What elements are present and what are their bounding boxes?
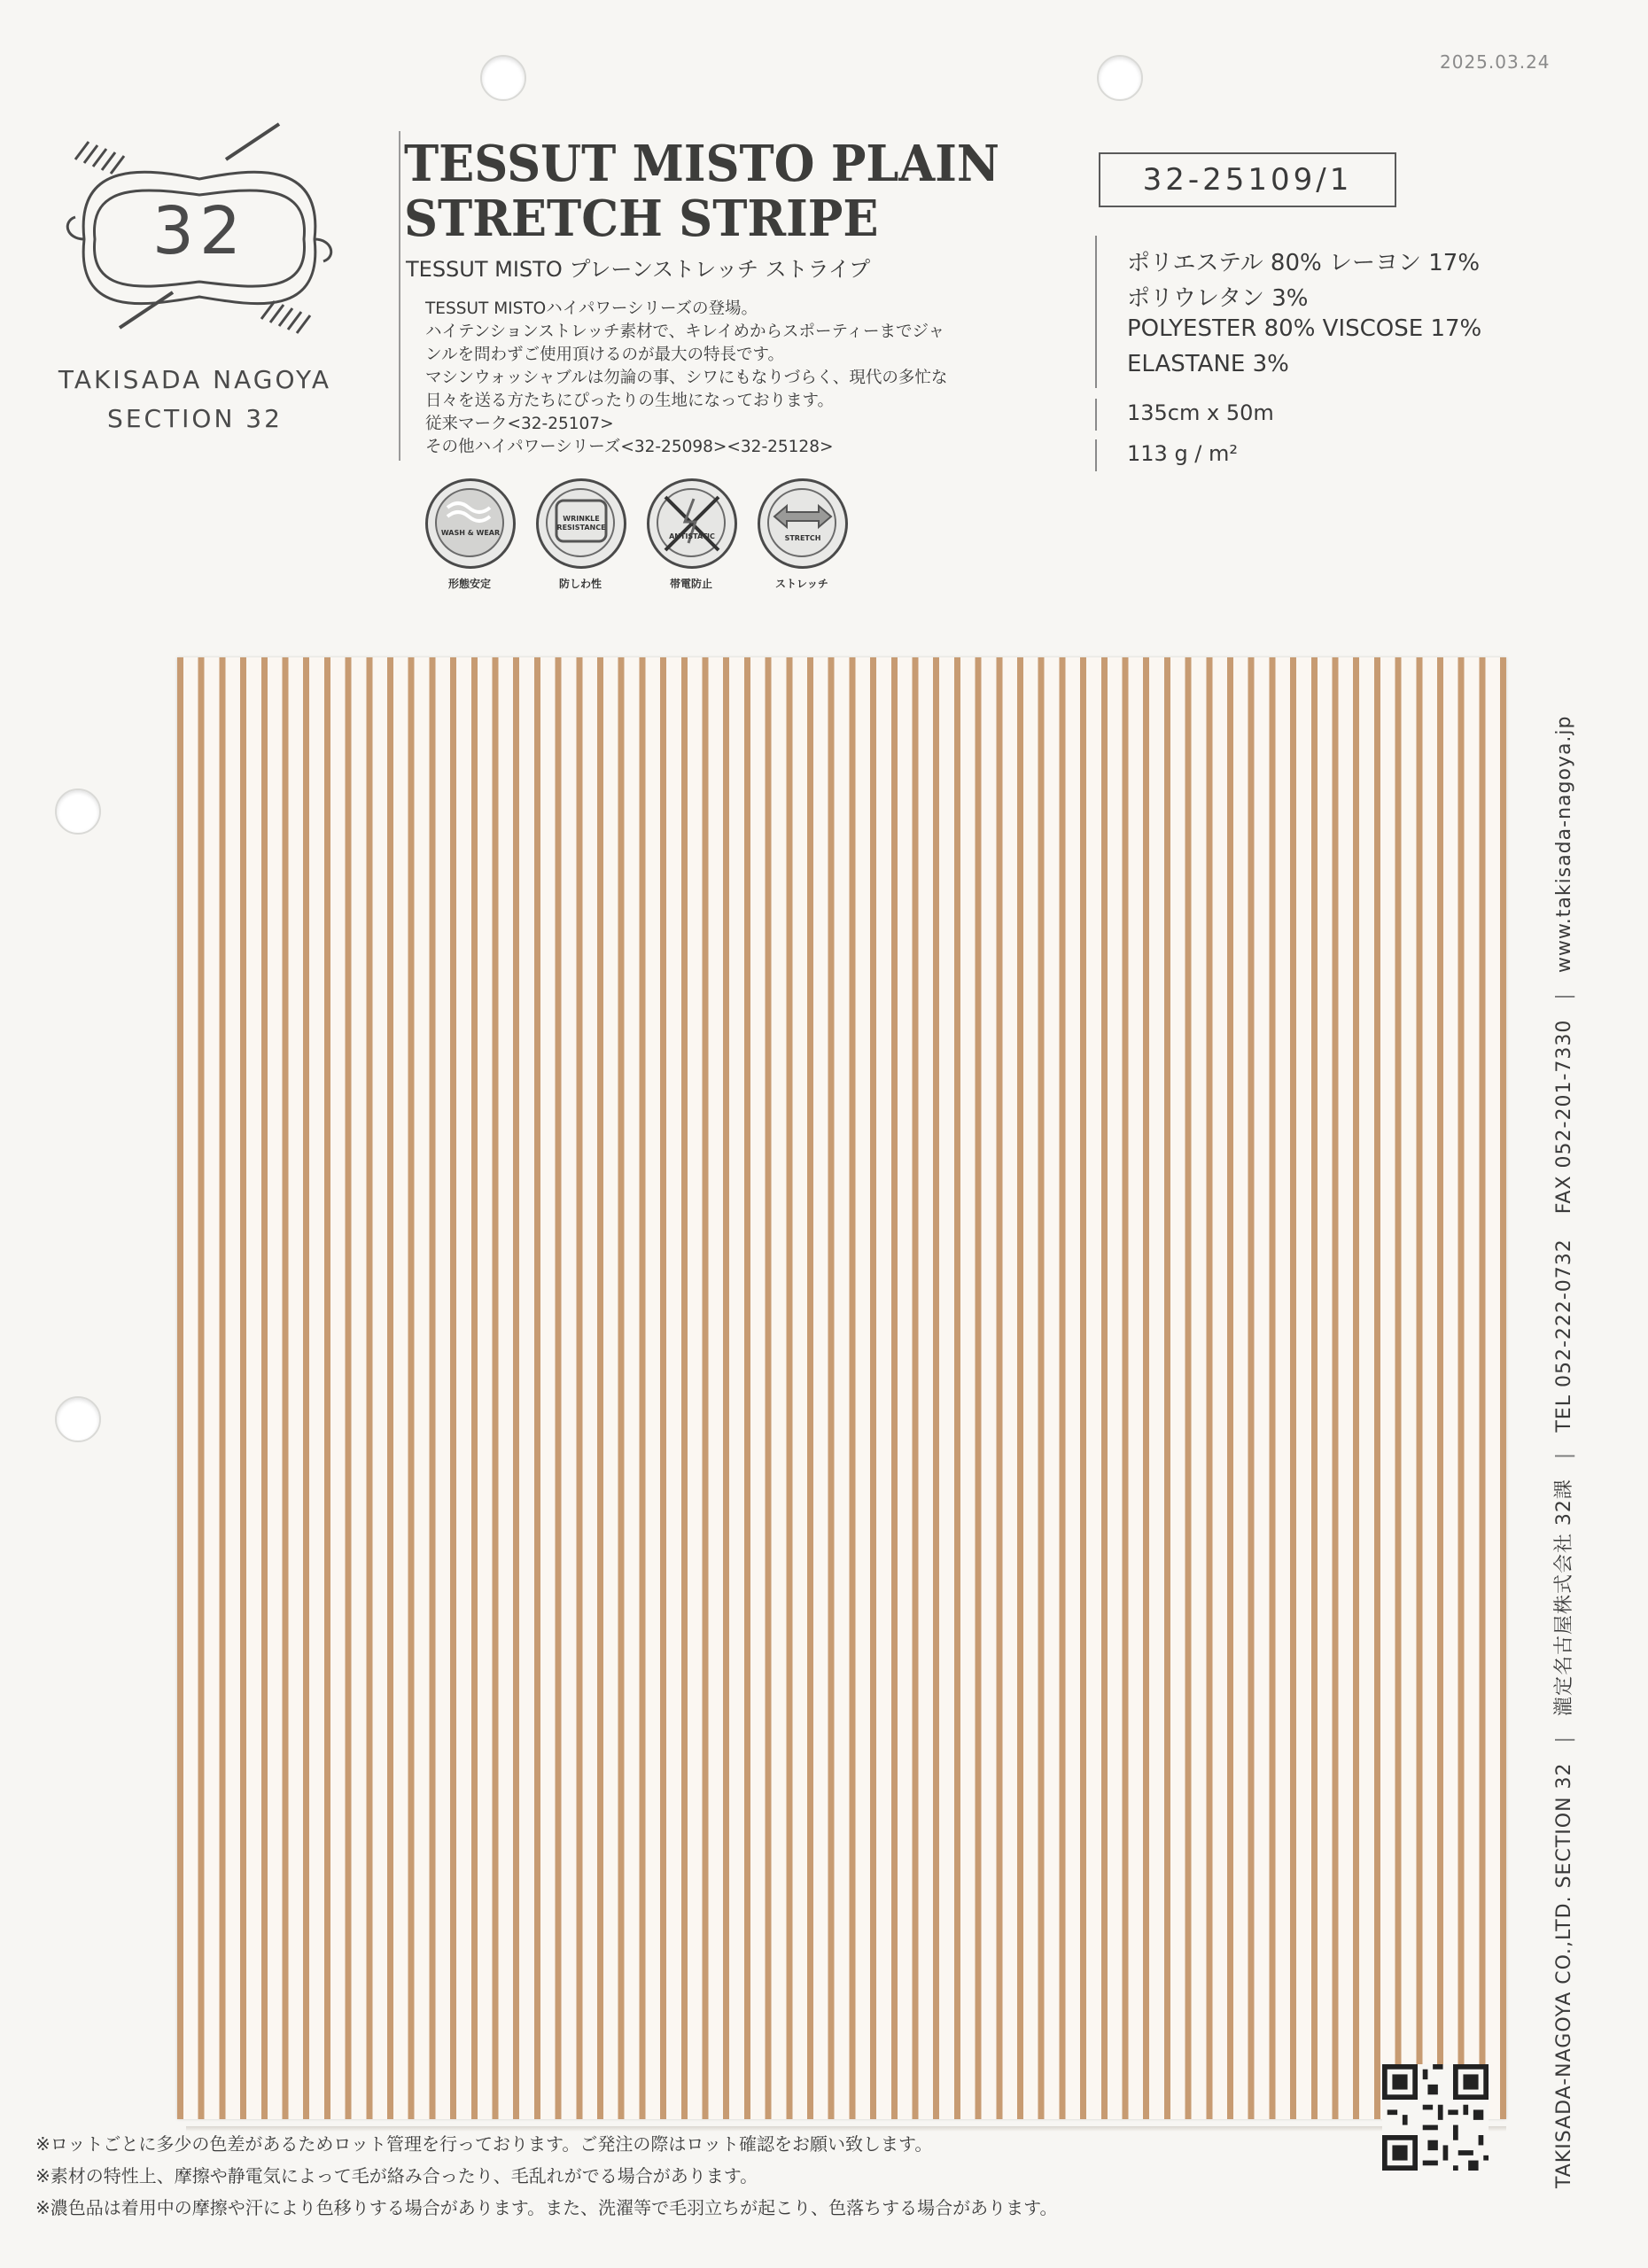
feature-label: ストレッチ: [775, 578, 828, 590]
punch-hole: [480, 55, 526, 101]
website-url[interactable]: www.takisada-nagoya.jp: [1553, 715, 1575, 974]
composition-en-line1: POLYESTER 80% VISCOSE 17%: [1127, 315, 1482, 342]
section-32-logo: [49, 106, 350, 363]
feature-wrinkle-resistance: [536, 478, 625, 591]
feature-antistatic: [647, 478, 735, 591]
antistatic-icon: [647, 478, 737, 569]
composition-en-line2: ELASTANE 3%: [1127, 351, 1289, 377]
description-line: マシンウォッシャブルは勿論の事、シワにもなりづらく、現代の多忙な: [425, 369, 948, 387]
stretch-icon: [758, 478, 848, 569]
punch-hole: [1097, 55, 1143, 101]
company-name-jp: 瀧定名古屋株式会社 32課: [1553, 1479, 1575, 1717]
note-line: ※濃色品は着用中の摩擦や汗により色移りする場合があります。また、洗濯等で毛羽立ちが起こり、色落ちする場合があります。: [35, 2197, 1058, 2218]
product-title-line2: STRETCH STRIPE: [404, 190, 879, 248]
divider: [399, 131, 400, 461]
divider: [1095, 399, 1097, 431]
company-name: TAKISADA-NAGOYA CO.,LTD. SECTION 32: [1553, 1762, 1575, 2188]
product-code: 32-25109/1: [1099, 152, 1396, 207]
wrinkle-resistance-icon: [536, 478, 626, 569]
qr-code-icon[interactable]: [1382, 2064, 1489, 2171]
wash-and-wear-icon: [425, 478, 516, 569]
feature-label: 帯電防止: [669, 578, 712, 590]
description-line: 日々を送る方たちにぴったりの生地になっております。: [425, 392, 835, 410]
company-contact-info: [1549, 716, 1576, 2189]
feature-label: 形態安定: [447, 578, 491, 590]
punch-hole: [55, 788, 101, 835]
feature-stretch: [758, 478, 846, 591]
composition-jp-line1: ポリエステル 80% レーヨン 17%: [1127, 250, 1481, 276]
phone-number: TEL 052-222-0732: [1553, 1239, 1575, 1433]
divider: [1095, 439, 1097, 471]
description-line: 従来マーク<32-25107>: [425, 415, 614, 433]
feature-caption: STRETCH: [784, 534, 821, 542]
punch-hole: [55, 1396, 101, 1442]
separator: |: [1553, 1736, 1575, 1744]
issue-date: 2025.03.24: [1440, 51, 1551, 73]
brand-name: TAKISADA NAGOYA: [58, 365, 332, 394]
feature-caption: WRINKLE RESISTANCE: [556, 515, 606, 532]
feature-caption: ANTISTATIC: [669, 532, 715, 540]
fabric-size: 135cm x 50m: [1127, 400, 1274, 425]
description-line: ハイテンションストレッチ素材で、キレイめからスポーティーまでジャ: [425, 322, 945, 341]
composition-jp-line2: ポリウレタン 3%: [1127, 285, 1309, 312]
feature-wash-and-wear: [425, 478, 514, 591]
brand-section: SECTION 32: [107, 404, 283, 433]
feature-label: 防しわ性: [558, 578, 602, 590]
separator: |: [1553, 992, 1575, 1000]
fabric-weight: 113 g / m²: [1127, 441, 1239, 466]
product-description: [425, 298, 1046, 459]
note-line: ※素材の特性上、摩擦や静電気によって毛が絡み合ったり、毛乱れがでる場合があります。: [35, 2165, 758, 2186]
description-line: ンルを問わずご使用頂けるのが最大の特長です。: [425, 346, 785, 364]
product-title-line1: TESSUT MISTO PLAIN: [404, 135, 1000, 193]
logo-section-number: 32: [152, 193, 247, 269]
feature-caption: WASH & WEAR: [440, 529, 501, 537]
description-line: その他ハイパワーシリーズ<32-25098><32-25128>: [425, 438, 834, 456]
note-line: ※ロットごとに多少の色差があるためロット管理を行っております。ご発注の際はロット確認をお願い致します。: [35, 2133, 933, 2155]
product-subtitle: TESSUT MISTO プレーンストレッチ ストライプ: [406, 257, 871, 282]
description-line: TESSUT MISTOハイパワーシリーズの登場。: [425, 299, 758, 318]
separator: |: [1553, 1451, 1575, 1460]
fax-number: FAX 052-201-7330: [1553, 1019, 1575, 1215]
divider: [1095, 236, 1097, 388]
fabric-swatch: [177, 657, 1506, 2119]
